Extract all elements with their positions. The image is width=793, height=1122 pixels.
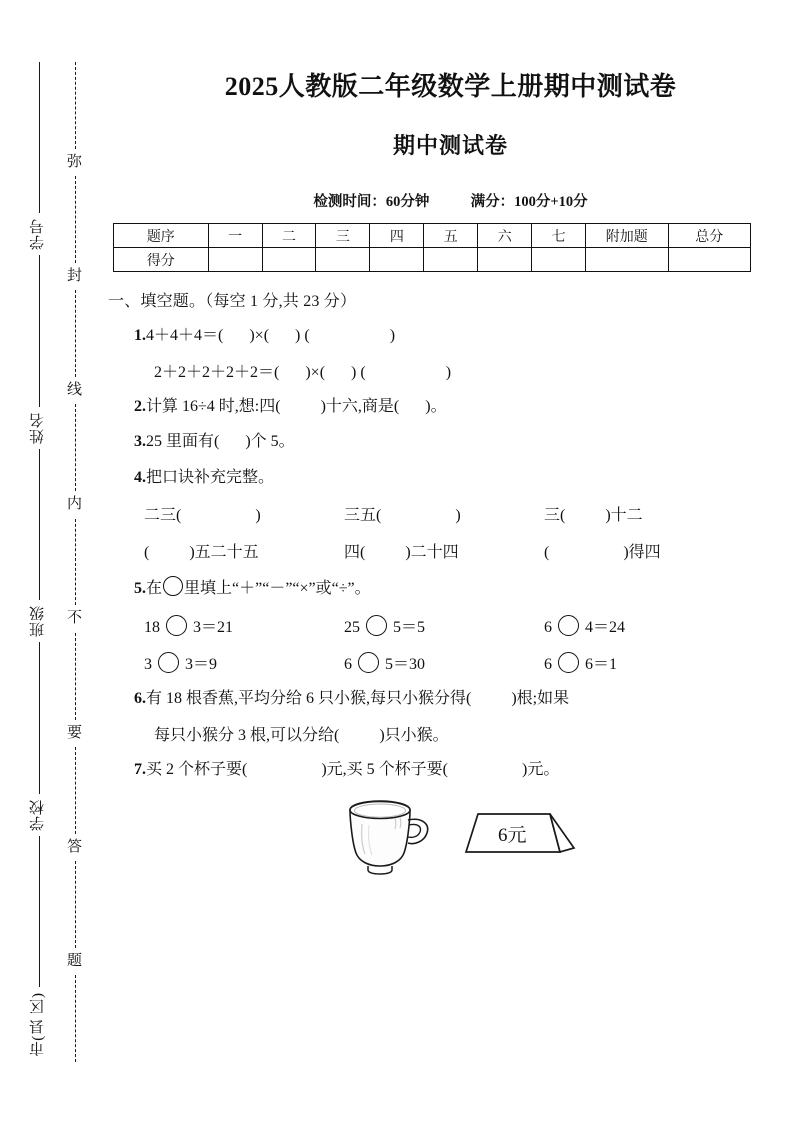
seal-left-column xyxy=(22,62,56,1062)
score-table-rowlabel-score: 得分 xyxy=(114,248,209,272)
seal-notice-char: 要 xyxy=(66,724,83,741)
score-cell-1[interactable] xyxy=(208,248,262,272)
seal-margin xyxy=(0,0,108,1122)
score-table-col-4: 四 xyxy=(370,224,424,248)
operator-circle-3[interactable] xyxy=(558,615,579,636)
question-1-text-h: ) xyxy=(445,363,452,381)
q4-item-3-text-a: 三( xyxy=(544,507,566,525)
eq-6-left: 6 xyxy=(544,655,552,673)
eq-5-left: 6 xyxy=(344,655,352,673)
score-table-col-2: 二 xyxy=(262,224,316,248)
page-subtitle: 期中测试卷 xyxy=(392,133,508,158)
question-4-row-2 xyxy=(144,539,793,562)
question-5-row-1 xyxy=(144,614,793,637)
q4-item-6-text-b: )得四 xyxy=(623,544,661,562)
question-7-text-c: )元。 xyxy=(522,760,560,778)
question-1-text-e: 2＋2＋2＋2＋2＝( xyxy=(154,363,280,381)
question-5-text-a: 在 xyxy=(146,580,163,598)
seal-dash-rule xyxy=(75,975,76,1062)
question-3-text-a: 25 里面有( xyxy=(146,433,220,451)
question-6-index: 6. xyxy=(134,689,146,707)
score-cell-3[interactable] xyxy=(316,248,370,272)
score-cell-2[interactable] xyxy=(262,248,316,272)
score-table-col-3: 三 xyxy=(316,224,370,248)
score-table-col-5: 五 xyxy=(424,224,478,248)
eq-3-right: 4＝24 xyxy=(585,618,626,636)
operator-circle-1[interactable] xyxy=(166,615,187,636)
seal-field-student-id: 学号 xyxy=(30,218,47,251)
eq-2-left: 25 xyxy=(344,618,360,636)
question-5-equation-5 xyxy=(344,651,544,674)
score-table-col-7: 七 xyxy=(532,224,586,248)
seal-dash-rule xyxy=(75,633,76,720)
question-6-line-2 xyxy=(154,722,793,745)
seal-notice-char: 答 xyxy=(66,838,83,855)
seal-field-city-county: 市(县 区) xyxy=(30,992,47,1058)
price-tag-value: 6元 xyxy=(497,825,527,847)
exam-sheet xyxy=(108,0,793,1122)
exam-total-score: 满分：100分+10分 xyxy=(470,194,588,210)
seal-dash-rule xyxy=(75,62,76,149)
eq-4-right: 3＝9 xyxy=(185,655,218,673)
seal-field-class: 班级 xyxy=(30,605,47,638)
price-tag-icon xyxy=(462,808,580,866)
seal-notice-char: 弥 xyxy=(66,153,83,170)
question-7-text-a: 买 2 个杯子要( xyxy=(146,760,248,778)
q4-item-1-text-a: 二三( xyxy=(144,507,182,525)
question-5-equation-6 xyxy=(544,651,744,674)
seal-notice-char: 线 xyxy=(66,382,83,399)
table-row-score xyxy=(114,248,751,272)
question-6-line-1 xyxy=(134,688,793,710)
question-5-equation-3 xyxy=(544,614,744,637)
q4-item-2-text-b: ) xyxy=(455,507,461,525)
question-2-text-c: )。 xyxy=(425,397,447,415)
question-5-equation-4 xyxy=(144,651,344,674)
question-4-text: 把口诀补充完整。 xyxy=(146,468,275,486)
question-3-index: 3. xyxy=(134,433,146,451)
question-5-index: 5. xyxy=(134,580,146,598)
operator-circle-4[interactable] xyxy=(158,652,179,673)
question-4-item-5 xyxy=(344,539,544,562)
score-table-col-1: 一 xyxy=(208,224,262,248)
score-cell-6[interactable] xyxy=(478,248,532,272)
seal-rule xyxy=(39,62,40,213)
question-2 xyxy=(134,396,793,418)
question-1-text-a: 4＋4＋4＝( xyxy=(146,327,224,344)
question-5-equation-2 xyxy=(344,614,544,637)
eq-5-right: 5＝30 xyxy=(385,655,426,673)
question-1-text-g: ) ( xyxy=(351,363,366,381)
seal-field-school: 学校 xyxy=(30,798,47,831)
seal-notice-char: 内 xyxy=(66,496,83,513)
question-4-item-3 xyxy=(544,502,744,525)
eq-4-left: 3 xyxy=(144,655,152,673)
score-table-col-total: 总分 xyxy=(668,224,751,248)
score-cell-4[interactable] xyxy=(370,248,424,272)
score-table-rowlabel-question: 题序 xyxy=(114,224,209,248)
question-4 xyxy=(134,467,793,489)
eq-1-left: 18 xyxy=(144,618,160,636)
question-6-text-c: 每只小猴分 3 根,可以分给( xyxy=(154,726,340,744)
question-2-index: 2. xyxy=(134,397,146,415)
question-6-text-d: )只小猴。 xyxy=(379,726,449,744)
question-5-equation-1 xyxy=(144,614,344,637)
seal-notice-char: 封 xyxy=(66,268,83,285)
question-4-item-1 xyxy=(144,502,344,525)
q4-item-4-text-a: ( xyxy=(144,544,150,562)
question-1-line-1 xyxy=(134,325,793,347)
seal-rule xyxy=(39,449,40,600)
question-1-line-2 xyxy=(154,359,793,382)
question-4-index: 4. xyxy=(134,468,146,486)
seal-dash-rule xyxy=(75,861,76,948)
score-cell-total[interactable] xyxy=(668,248,751,272)
question-4-item-4 xyxy=(144,539,344,562)
q4-item-5-text-a: 四( xyxy=(344,544,366,562)
question-1-text-b: )×( xyxy=(249,327,270,344)
question-7-text-b: )元,买 5 个杯子要( xyxy=(321,760,449,778)
question-3 xyxy=(134,431,793,453)
seal-dash-rule xyxy=(75,519,76,606)
question-2-text-a: 计算 16÷4 时,想:四( xyxy=(146,397,281,415)
seal-field-name: 姓名 xyxy=(30,411,47,444)
question-3-text-b: )个 5。 xyxy=(245,433,295,451)
question-1-text-d: ) xyxy=(389,327,396,344)
seal-dash-rule xyxy=(75,404,76,491)
question-7-figures xyxy=(108,798,793,876)
score-cell-bonus[interactable] xyxy=(586,248,668,272)
question-6-text-a: 有 18 根香蕉,平均分给 6 只小猴,每只小猴分得( xyxy=(146,689,472,707)
eq-1-right: 3＝21 xyxy=(193,618,234,636)
exam-duration: 检测时间：60分钟 xyxy=(313,194,430,210)
seal-dash-rule xyxy=(75,290,76,377)
section-1-heading: 一、填空题。（每空 1 分,共 23 分） xyxy=(108,293,357,310)
eq-6-right: 6＝1 xyxy=(585,655,618,673)
q4-item-6-text-a: ( xyxy=(544,544,550,562)
seal-right-column xyxy=(58,62,92,1062)
question-4-item-2 xyxy=(344,502,544,525)
q4-item-4-text-b: )五二十五 xyxy=(189,544,259,562)
question-7 xyxy=(134,759,793,781)
question-1-index: 1. xyxy=(134,327,146,344)
score-cell-7[interactable] xyxy=(532,248,586,272)
seal-dash-rule xyxy=(75,747,76,834)
question-2-text-b: )十六,商是( xyxy=(320,397,400,415)
teacup-icon xyxy=(342,798,434,876)
question-5-row-2 xyxy=(144,651,793,674)
q4-item-2-text-a: 三五( xyxy=(344,507,382,525)
seal-rule xyxy=(39,642,40,793)
question-1-text-f: )×( xyxy=(305,363,326,381)
seal-notice-char: 不 xyxy=(66,610,83,627)
question-1-text-c: ) ( xyxy=(295,327,310,344)
operator-circle-icon xyxy=(163,576,183,596)
score-table xyxy=(113,223,751,272)
q4-item-5-text-b: )二十四 xyxy=(405,544,459,562)
score-table-col-6: 六 xyxy=(478,224,532,248)
q4-item-3-text-b: )十二 xyxy=(605,507,643,525)
operator-circle-5[interactable] xyxy=(358,652,379,673)
seal-rule xyxy=(39,255,40,406)
question-5 xyxy=(134,576,793,600)
eq-2-right: 5＝5 xyxy=(393,618,426,636)
eq-3-left: 6 xyxy=(544,618,552,636)
question-6-text-b: )根;如果 xyxy=(511,689,570,707)
operator-circle-2[interactable] xyxy=(366,615,387,636)
question-5-text-b: 里填上“＋”“－”“×”或“÷”。 xyxy=(184,580,371,598)
table-row-header xyxy=(114,224,751,248)
seal-rule xyxy=(39,836,40,987)
seal-notice-char: 题 xyxy=(66,952,83,969)
question-4-row-1 xyxy=(144,502,793,525)
page-title: 2025人教版二年级数学上册期中测试卷 xyxy=(224,72,677,101)
operator-circle-6[interactable] xyxy=(558,652,579,673)
question-4-item-6 xyxy=(544,539,744,562)
score-cell-5[interactable] xyxy=(424,248,478,272)
question-7-index: 7. xyxy=(134,760,146,778)
score-table-col-bonus: 附加题 xyxy=(586,224,668,248)
seal-dash-rule xyxy=(75,176,76,263)
q4-item-1-text-b: ) xyxy=(255,507,261,525)
exam-meta xyxy=(108,190,793,211)
